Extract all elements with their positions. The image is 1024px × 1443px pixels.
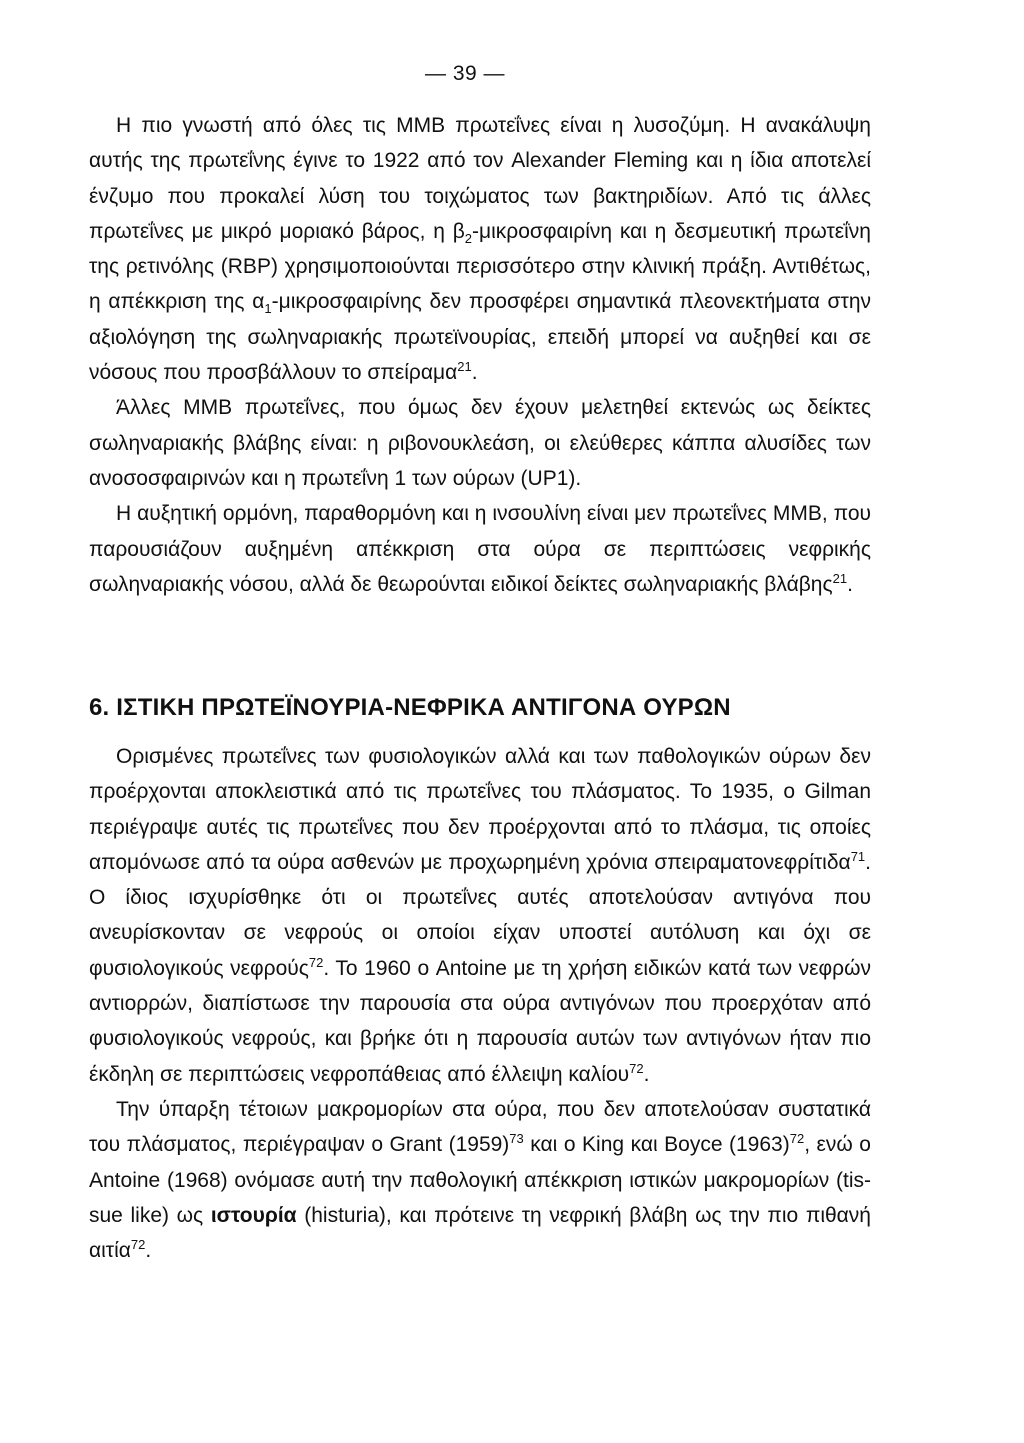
subscript: 1 [264,301,272,317]
text-run: Την ύπαρξη τέτοιων μακρομορίων στα ούρα, που δεν αποτελούσαν συστατικά του πλάσματος, περιέγραψαν ο Grant (1959) [89,1097,871,1157]
section-heading: 6. ΙΣΤΙΚΗ ΠΡΩΤΕΪΝΟΥΡΙΑ-ΝΕΦΡΙΚΑ ΑΝΤΙΓΟΝΑ ΟΥΡΩΝ [89,694,731,721]
text-run: Η πιο γνωστή από όλες τις ΜΜΒ πρωτεΐνες είναι η λυσοζύμη. Η ανακάλυψη αυτής της πρωτεΐνης έγινε το 1922 από τον Alexander Fleming και η ίδια αποτελεί ένζυμο που προκαλεί λύση του τοιχώματος των βακτηριδίων. Από τις άλλες πρωτεΐνες με μικρό μοριακό βάρος, η β [89,114,871,243]
section-text-lower [89,739,871,1268]
citation-superscript: 21 [457,359,472,375]
text-run: . [847,572,853,596]
citation-superscript: 71 [850,848,866,864]
paragraph-histuria [89,1092,871,1268]
citation-superscript: 72 [308,954,324,970]
citation-superscript: 72 [130,1237,146,1253]
bold-term: ιστουρία [210,1203,297,1227]
text-run: , ενώ ο Antoine (1968) ονόμασε αυτή την παθολογική απέκκριση ιστικών μακρομορίων (tis-sue like) ως [89,1133,871,1227]
paragraph-hormones [89,496,871,602]
citation-superscript: 72 [629,1060,644,1076]
paragraph-other-mmb-proteins [89,390,871,496]
text-run: -μικροσφαιρίνη και η δεσμευτική πρωτεΐνη της ρετινόλης (RBP) χρησιμοποιούνται περισσότερο στην κλινική πράξη. Αντιθέτως, η απέκκριση της α [89,219,871,314]
text-run: . Ο ίδιος ισχυρίσθηκε ότι οι πρωτεΐνες αυτές αποτελούσαν αντιγόνα που ανευρίσκονταν σε νεφρούς οι οποίοι είχαν υποστεί αυτόλυση και όχι σε φυσιολογικούς νεφρούς [89,850,871,980]
subscript: 2 [464,231,473,247]
text-run: -μικροσφαιρίνης δεν προσφέρει σημαντικά πλεονεκτήματα στην αξιολόγηση της σωληναριακής πρωτεϊνουρίας, επειδή μπορεί να αυξηθεί και σε νόσους που προσβάλλουν το σπείραμα [89,290,871,385]
text-run: Άλλες ΜΜΒ πρωτεΐνες, που όμως δεν έχουν μελετηθεί εκτενώς ως δείκτες σωληναριακής βλάβης είναι: η ριβονουκλεάση, οι ελεύθερες κάππα αλυσίδες των ανοσοσφαιρινών και η πρωτεΐνη 1 των ούρων (UP1). [89,396,871,490]
citation-superscript: 21 [832,570,848,586]
text-run: (histuria), και πρότεινε τη νεφρική βλάβη ως την πιο πιθανή αιτία [89,1203,871,1263]
text-run: . [145,1239,152,1263]
text-run: και ο King και Boyce (1963) [523,1133,790,1157]
text-run: Ορισμένες πρωτεΐνες των φυσιολογικών αλλά και των παθολογικών ούρων δεν προέρχονται αποκλειστικά από τις πρωτεΐνες του πλάσματος. Το 1935, ο Gilman περιέγραψε αυτές τις πρωτεΐνες που δεν προέρχονται από το πλάσμα, τις οποίες απομόνωσε από τα ούρα ασθενών με προχωρημένη χρόνια σπειραματονεφρίτιδα [89,745,871,874]
text-run: Η αυξητική ορμόνη, παραθορμόνη και η ινσουλίνη είναι μεν πρωτεΐνες ΜΜΒ, που παρουσιάζουν αυξημένη απέκκριση στα ούρα σε περιπτώσεις νεφρικής σωληναριακής νόσου, αλλά δε θεωρούνται ειδικοί δείκτες σωληναριακής βλάβης [89,502,871,596]
citation-superscript: 72 [789,1131,805,1147]
text-run: . Το 1960 ο Antoine με τη χρήση ειδικών κατά των νεφρών αντιορρών, διαπίστωσε την παρουσία στα ούρα αντιγόνων που προερχόταν από φυσιολογικούς νεφρούς, και βρήκε ότι η παρουσία αυτών των αντιγόνων ήταν πιο έκδηλη σε περιπτώσεις νεφροπάθειας από έλλειψη καλίου [89,956,872,1086]
paragraph-lysozyme [89,108,871,390]
section-text-upper [89,108,871,602]
page-number: — 39 — [424,62,506,85]
text-run: . [643,1062,650,1086]
paragraph-gilman-antoine [89,739,871,1092]
text-run: . [471,361,478,385]
citation-superscript: 73 [509,1131,524,1147]
